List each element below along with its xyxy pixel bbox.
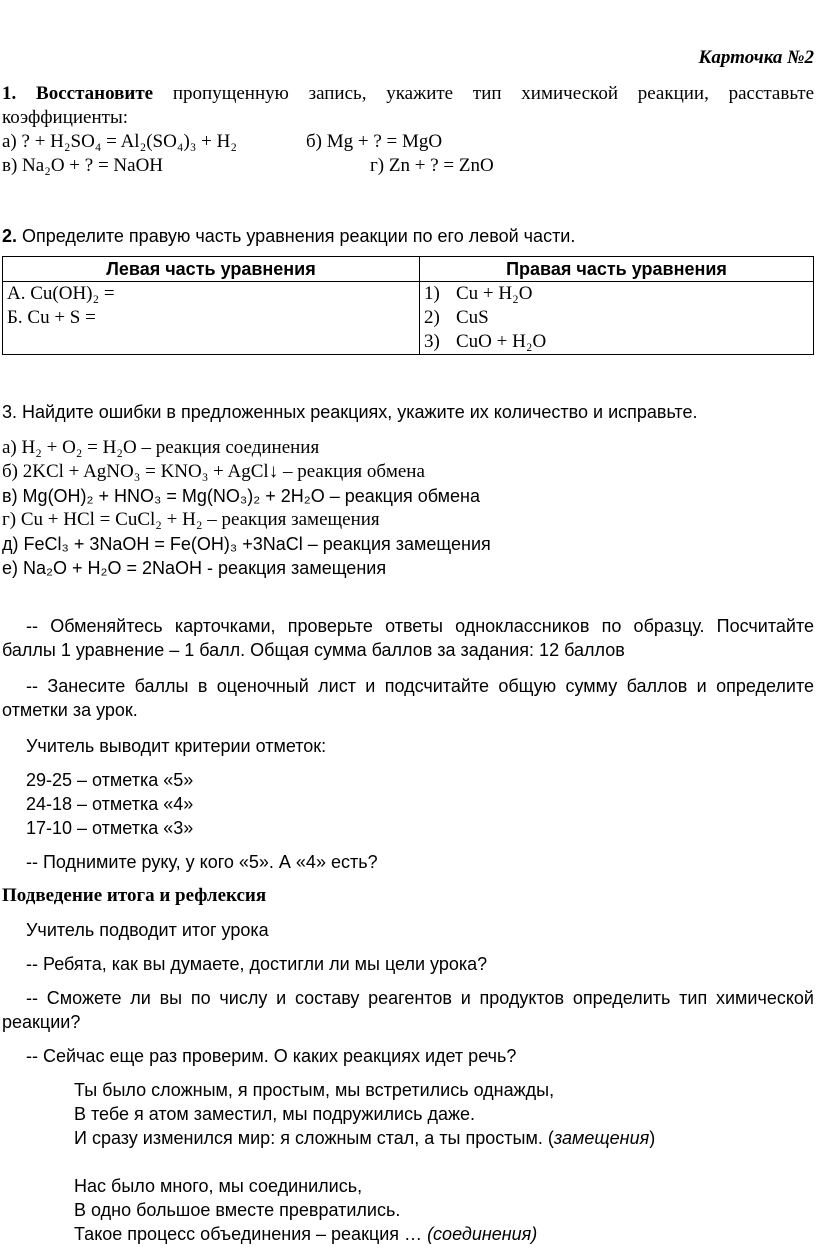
task3-v: в) Mg(OH)₂ + HNO₃ = Mg(NO₃)₂ + 2H₂O – реакция обмена — [2, 486, 481, 506]
card-title: Карточка №2 — [698, 47, 814, 68]
question-type-line2: реакции? — [2, 1012, 81, 1032]
poem1-line1: Ты было сложным, я простым, мы встретились однажды, — [74, 1080, 555, 1100]
task3-a: а) H₂ + O₂ = H₂O – реакция соединения — [2, 437, 320, 458]
task1-a: а) ? + H₂SO₄ = Al₂(SO₄)₃ + H₂ — [2, 131, 237, 152]
task1-g: г) Zn + ? = ZnO — [370, 155, 494, 176]
task1-lead: Восстановите — [36, 83, 154, 104]
summary-intro: Учитель подводит итог урока — [26, 920, 269, 940]
record-line2: отметки за урок. — [2, 700, 138, 720]
poem2-line3: Такое процесс объединения – реакция … (соединения) — [74, 1224, 538, 1244]
question-goal: -- Ребята, как вы думаете, достигли ли мы цели урока? — [26, 954, 488, 974]
task1-number: 1. — [2, 83, 17, 104]
task2-instruction: 2. Определите правую часть уравнения реакции по его левой части. — [2, 226, 576, 246]
right-row: 2) CuS — [424, 307, 489, 328]
raise-hands: -- Поднимите руку, у кого «5». А «4» есть? — [26, 852, 378, 872]
task1-text: пропущенную запись, укажите тип химической реакции, расставьте — [172, 83, 815, 104]
question-check: -- Сейчас еще раз проверим. О каких реакциях идет речь? — [26, 1046, 517, 1066]
criteria-item: 17-10 – отметка «3» — [26, 818, 194, 838]
poem2-line2: В одно большое вместе превратились. — [74, 1200, 401, 1220]
question-type-line1: -- Сможете ли вы по числу и составу реагентов и продуктов определить тип химической — [26, 988, 814, 1008]
poem2-answer: (соединения) — [427, 1224, 538, 1244]
right-side-header: Правая часть уравнения — [420, 257, 814, 282]
record-line1: -- Занесите баллы в оценочный лист и подсчитайте общую сумму баллов и определите — [26, 676, 814, 696]
poem1-line2: В тебе я атом заместил, мы подружились даже. — [74, 1104, 476, 1124]
task3-g: г) Cu + HCl = CuCl₂ + H₂ – реакция замещения — [2, 509, 380, 530]
left-side-cell — [3, 282, 420, 355]
task3-e: е) Na₂O + H₂O = 2NaOH - реакция замещения — [2, 558, 387, 578]
task1-b: б) Mg + ? = MgO — [306, 131, 443, 152]
left-row: А. Cu(OH)₂ = — [7, 283, 115, 304]
task2-number: 2. — [2, 226, 18, 246]
exchange-line2: баллы 1 уравнение – 1 балл. Общая сумма баллов за задания: 12 баллов — [2, 640, 625, 660]
task3-d: д) FeCl₃ + 3NaOH = Fe(OH)₃ +3NaCl – реакция замещения — [2, 534, 491, 554]
right-row: 1) Cu + H₂O — [424, 283, 533, 304]
reaction-table — [2, 256, 814, 355]
summary-heading: Подведение итога и рефлексия — [2, 885, 267, 906]
left-row: Б. Cu + S = — [7, 307, 96, 328]
right-side-cell — [420, 282, 814, 355]
poem1-line3: И сразу изменился мир: я сложным стал, а ты простым. (замещения) — [74, 1128, 656, 1148]
task3-b: б) 2KCl + AgNO₃ = KNO₃ + AgCl↓ – реакция обмена — [2, 461, 425, 482]
criteria-item: 24-18 – отметка «4» — [26, 794, 194, 814]
task3-instruction: 3. Найдите ошибки в предложенных реакциях, укажите их количество и исправьте. — [2, 402, 698, 422]
task1-v: в) Na₂O + ? = NaOH — [2, 155, 164, 176]
poem1-answer: замещения — [553, 1128, 650, 1148]
task1-line1 — [2, 82, 814, 106]
right-row: 3) CuO + H₂O — [424, 331, 547, 352]
exchange-line1: -- Обменяйтесь карточками, проверьте ответы одноклассников по образцу. Посчитайте — [26, 616, 814, 636]
task1-line2: коэффициенты: — [2, 107, 129, 128]
left-side-header: Левая часть уравнения — [3, 257, 420, 282]
criteria-item: 29-25 – отметка «5» — [26, 770, 194, 790]
criteria-intro: Учитель выводит критерии отметок: — [26, 736, 327, 756]
poem2-line1: Нас было много, мы соединились, — [74, 1176, 363, 1196]
